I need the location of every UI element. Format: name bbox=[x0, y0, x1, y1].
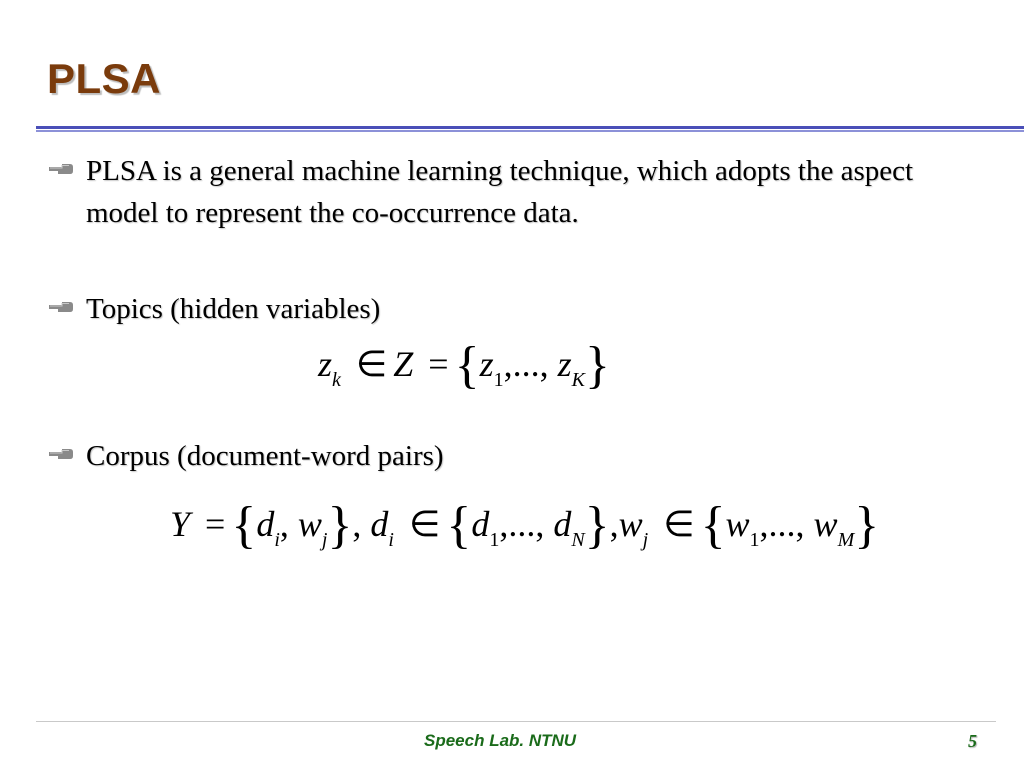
slide-title: PLSA bbox=[47, 55, 162, 102]
footer-divider bbox=[36, 721, 996, 722]
footer-label: Speech Lab. NTNU bbox=[424, 731, 577, 750]
formula-subscript: j bbox=[321, 529, 328, 551]
formula-brace: } bbox=[584, 497, 610, 554]
title-divider-thin bbox=[36, 130, 1024, 132]
formula-symbol: w bbox=[725, 504, 750, 544]
formula-symbol: w bbox=[618, 504, 643, 544]
formula-topics bbox=[318, 337, 610, 394]
pointing-hand-icon bbox=[48, 446, 74, 462]
formula-symbol: z bbox=[479, 344, 494, 384]
formula-corpus bbox=[170, 497, 880, 554]
bullet-text: Corpus (document-word pairs) bbox=[86, 440, 444, 472]
formula-symbol: z bbox=[557, 344, 572, 384]
formula-brace: { bbox=[454, 337, 480, 394]
formula-subscript: 1 bbox=[493, 369, 504, 391]
formula-operator: ∈ bbox=[408, 504, 441, 544]
formula-comma: , bbox=[279, 504, 289, 544]
formula-dots: ,..., bbox=[503, 344, 549, 384]
formula-brace: { bbox=[446, 497, 472, 554]
formula-brace: { bbox=[231, 497, 257, 554]
formula-comma: , bbox=[609, 504, 619, 544]
formula-symbol: d bbox=[370, 504, 389, 544]
formula-dots: ,..., bbox=[499, 504, 545, 544]
page-number: 5 bbox=[968, 731, 977, 751]
title-divider-thick bbox=[36, 126, 1024, 129]
formula-brace: } bbox=[854, 497, 880, 554]
formula-comma: , bbox=[352, 504, 362, 544]
formula-symbol: w bbox=[297, 504, 322, 544]
bullet-text: Topics (hidden variables) bbox=[86, 293, 381, 325]
pointing-hand-icon bbox=[48, 161, 74, 177]
formula-brace: { bbox=[700, 497, 726, 554]
pointing-hand-icon bbox=[48, 299, 74, 315]
bullet-text: PLSA is a general machine learning technique, which adopts the aspect model to represent the co-occurrence data. bbox=[86, 155, 914, 229]
formula-operator: = bbox=[205, 504, 226, 544]
formula-symbol: Z bbox=[393, 344, 414, 384]
formula-operator: ∈ bbox=[355, 344, 388, 384]
formula-subscript: N bbox=[571, 529, 585, 551]
formula-subscript: 1 bbox=[489, 529, 500, 551]
formula-operator: ∈ bbox=[663, 504, 695, 544]
formula-operator: = bbox=[428, 344, 449, 384]
formula-symbol: d bbox=[553, 504, 572, 544]
formula-dots: ,..., bbox=[759, 504, 805, 544]
formula-subscript: i bbox=[388, 529, 394, 551]
formula-symbol: Y bbox=[170, 504, 191, 544]
formula-symbol: d bbox=[471, 504, 490, 544]
formula-brace: } bbox=[327, 497, 353, 554]
formula-subscript: K bbox=[571, 369, 585, 391]
formula-symbol: z bbox=[318, 344, 333, 384]
formula-brace: } bbox=[584, 337, 610, 394]
formula-subscript: 1 bbox=[749, 529, 760, 551]
formula-symbol: w bbox=[813, 504, 838, 544]
formula-subscript: k bbox=[332, 369, 341, 391]
formula-subscript: M bbox=[837, 529, 855, 551]
formula-subscript: j bbox=[642, 529, 649, 551]
title-divider bbox=[36, 126, 1024, 134]
formula-symbol: d bbox=[256, 504, 275, 544]
formula-subscript: i bbox=[274, 529, 280, 551]
